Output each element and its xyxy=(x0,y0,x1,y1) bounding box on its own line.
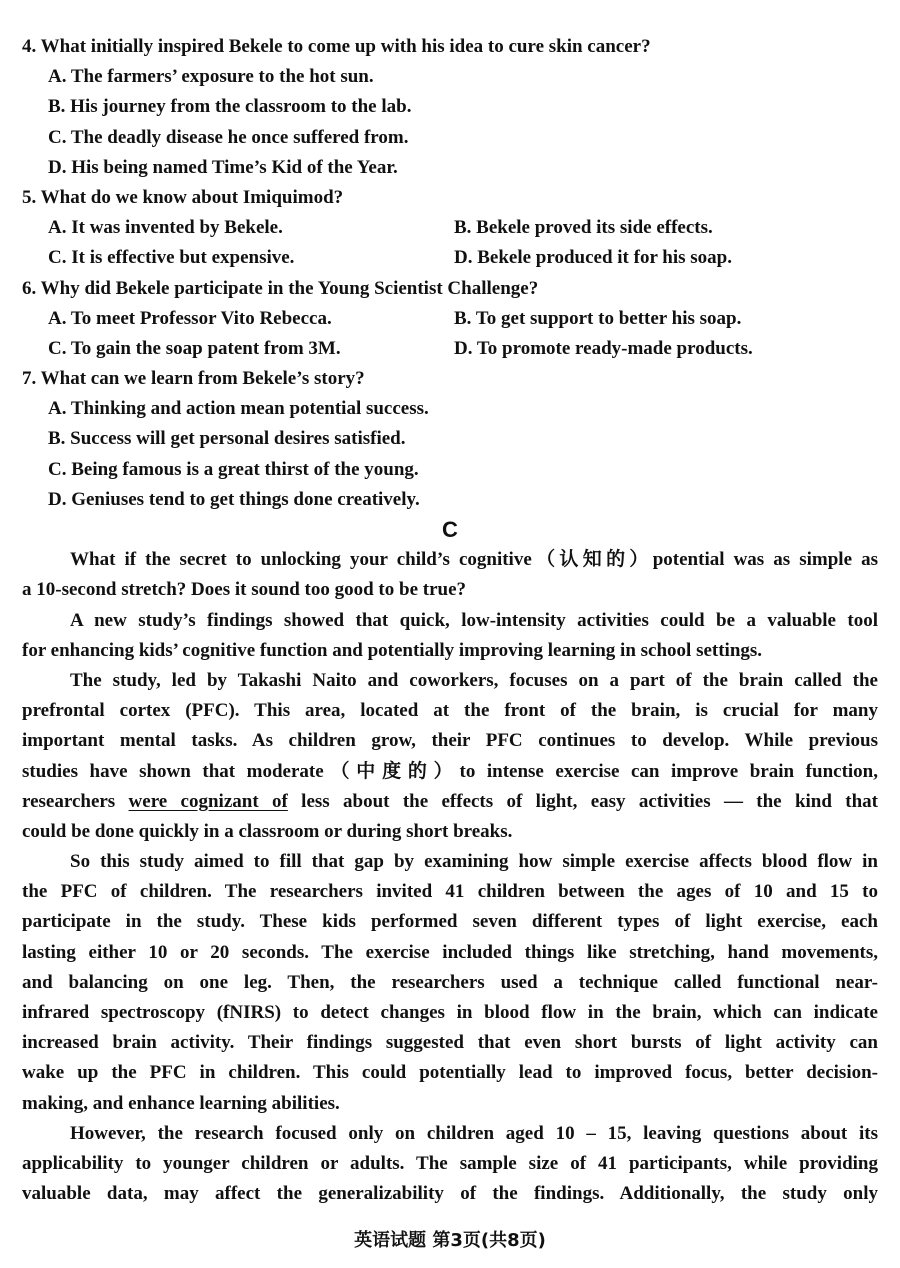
question-6 xyxy=(22,274,878,365)
question-stem: 4. What initially inspired Bekele to come up with his idea to cure skin cancer? xyxy=(22,36,651,57)
passage-line: What if the secret to unlocking your child’s cognitive（认知的）potential was as simple as xyxy=(70,549,878,571)
exam-page xyxy=(22,32,878,1209)
option-a: A. It was invented by Bekele. xyxy=(48,217,283,239)
paragraph-2 xyxy=(22,606,878,666)
option-b: B. His journey from the classroom to the lab. xyxy=(48,96,412,118)
question-stem: 6. Why did Bekele participate in the Young Scientist Challenge? xyxy=(22,277,539,299)
passage-line: A new study’s findings showed that quick, low-intensity activities could be a valuable tool xyxy=(70,609,878,631)
passage-line: for enhancing kids’ cognitive function and potentially improving learning in school settings. xyxy=(22,639,763,661)
passage-line: wake up the PFC in children. This could potentially lead to improved focus, better decision- xyxy=(22,1062,878,1084)
option-b: B. Success will get personal desires satisfied. xyxy=(48,428,406,450)
option-c: C. Being famous is a great thirst of the young. xyxy=(48,458,419,480)
option-c: C. To gain the soap patent from 3M. xyxy=(48,337,341,359)
option-a: A. To meet Professor Vito Rebecca. xyxy=(48,307,332,329)
option-d: D. Bekele produced it for his soap. xyxy=(454,247,732,269)
section-heading: C xyxy=(442,517,458,542)
passage-line: lasting either 10 or 20 seconds. The exercise included things like stretching, hand movements, xyxy=(22,941,878,963)
option-d: D. His being named Time’s Kid of the Year. xyxy=(48,156,398,178)
option-b: B. Bekele proved its side effects. xyxy=(454,217,713,239)
passage-line: important mental tasks. As children grow, their PFC continues to develop. While previous xyxy=(22,730,878,752)
question-5 xyxy=(22,183,878,274)
reading-passage xyxy=(22,545,878,1209)
option-c: C. It is effective but expensive. xyxy=(48,247,295,269)
option-row xyxy=(22,243,878,273)
passage-line: could be done quickly in a classroom or during short breaks. xyxy=(22,820,513,842)
question-stem: 7. What can we learn from Bekele’s story? xyxy=(22,368,365,390)
text-after-underline: less about the effects of light, easy activities — the kind that xyxy=(287,790,878,812)
passage-line: valuable data, may affect the generalizability of the findings. Additionally, the study only xyxy=(22,1183,878,1205)
passage-line: the PFC of children. The researchers invited 41 children between the ages of 10 and 15 to xyxy=(22,881,878,903)
question-stem: 5. What do we know about Imiquimod? xyxy=(22,186,344,208)
passage-line: prefrontal cortex (PFC). This area, located at the front of the brain, is crucial for many xyxy=(22,700,878,722)
question-4 xyxy=(22,32,878,183)
passage-line: participate in the study. These kids performed seven different types of light exercise, each xyxy=(22,911,878,933)
option-row xyxy=(22,334,878,364)
paragraph-4 xyxy=(22,847,878,1119)
paragraph-5 xyxy=(22,1119,878,1210)
passage-line: a 10-second stretch? Does it sound too good to be true? xyxy=(22,579,467,601)
passage-line: applicability to younger children or adults. The sample size of 41 participants, while providing xyxy=(22,1152,878,1174)
option-d: D. Geniuses tend to get things done creatively. xyxy=(48,488,420,510)
option-d: D. To promote ready-made products. xyxy=(454,337,753,359)
option-a: A. The farmers’ exposure to the hot sun. xyxy=(48,66,374,88)
option-b: B. To get support to better his soap. xyxy=(454,307,742,329)
paragraph-3 xyxy=(22,666,878,847)
page-footer: 英语试题 第3页(共8页) xyxy=(354,1230,546,1251)
passage-line: The study, led by Takashi Naito and coworkers, focuses on a part of the brain called the xyxy=(70,669,878,691)
option-c: C. The deadly disease he once suffered from. xyxy=(48,126,409,148)
passage-line-underlined xyxy=(22,787,878,817)
passage-line: increased brain activity. Their findings suggested that even short bursts of light activity can xyxy=(22,1032,878,1054)
passage-line: and balancing on one leg. Then, the researchers used a technique called functional near- xyxy=(22,971,878,993)
passage-line: So this study aimed to fill that gap by examining how simple exercise affects blood flow in xyxy=(70,851,878,873)
question-7 xyxy=(22,364,878,515)
option-row xyxy=(22,213,878,243)
passage-line: studies have shown that moderate（中度的）to intense exercise can improve brain function, xyxy=(22,760,878,782)
option-a: A. Thinking and action mean potential success. xyxy=(48,398,429,420)
text-before-underline: researchers xyxy=(22,790,129,812)
underlined-phrase: were cognizant of xyxy=(128,790,288,812)
paragraph-1 xyxy=(22,545,878,605)
passage-line: However, the research focused only on children aged 10 – 15, leaving questions about its xyxy=(70,1122,878,1144)
passage-line: infrared spectroscopy (fNIRS) to detect changes in blood flow in the brain, which can indicate xyxy=(22,1002,878,1023)
option-row xyxy=(22,304,878,334)
passage-line: making, and enhance learning abilities. xyxy=(22,1092,340,1114)
